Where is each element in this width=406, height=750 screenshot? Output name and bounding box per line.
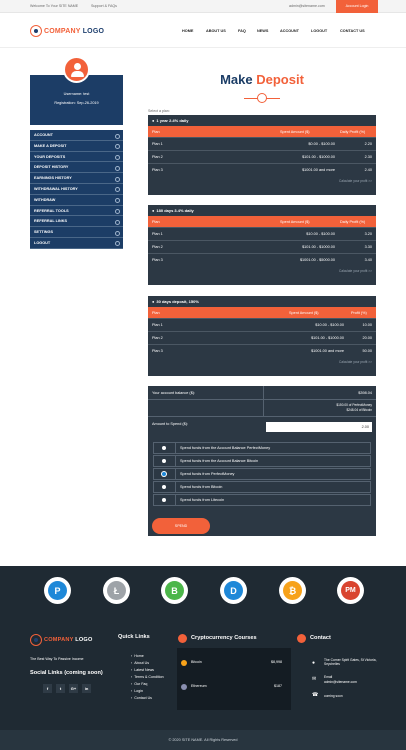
social-title: Social Links (coming soon) bbox=[30, 670, 103, 676]
option-balance-perfectmoney[interactable]: Spend funds from the Account Balance PerfectMoney bbox=[153, 442, 371, 454]
crypto-courses-icon bbox=[178, 634, 187, 643]
company-logo[interactable]: COMPANY LOGO bbox=[30, 25, 104, 37]
spend-button[interactable]: SPEND bbox=[152, 518, 210, 534]
quick-link-news[interactable]: › Latest News bbox=[131, 668, 154, 672]
table-row: Plan 2 $101.00 - $1000.00 3.30 bbox=[148, 240, 376, 253]
bitcoin-cash-icon: B bbox=[161, 577, 188, 604]
account-menu bbox=[30, 130, 123, 249]
menu-your-deposits[interactable]: YOUR DEPOSITS bbox=[30, 152, 123, 163]
plan-card-1 bbox=[148, 115, 376, 195]
option-bitcoin[interactable]: Spend funds from Bitcoin bbox=[153, 481, 371, 493]
menu-make-deposit[interactable]: MAKE A DEPOSIT bbox=[30, 141, 123, 152]
contact-email-label: Email bbox=[324, 675, 333, 679]
plan-card-3 bbox=[148, 296, 376, 376]
linkedin-icon[interactable]: in bbox=[82, 684, 91, 693]
plan-title[interactable]: ● 1 year 2.4% daily bbox=[148, 115, 376, 126]
footer-logo[interactable]: COMPANY LOGO bbox=[30, 634, 93, 646]
bitcoin-icon: ₿ bbox=[279, 577, 306, 604]
nav-news[interactable]: NEWS bbox=[257, 29, 269, 33]
calculate-profit-link[interactable]: Calculate your profit >> bbox=[339, 360, 372, 364]
contact-address: The Corner Spirit Gates, St Victoria, Seychelles bbox=[324, 658, 377, 666]
table-row: Plan 2 $101.00 - $1000.00 20.00 bbox=[148, 331, 376, 344]
option-balance-bitcoin[interactable]: Spend funds from the Account Balance Bitcoin bbox=[153, 455, 371, 467]
menu-logout[interactable]: LOGOUT bbox=[30, 238, 123, 249]
email-icon: ✉ bbox=[312, 676, 317, 682]
quick-link-terms[interactable]: › Terms & Condition bbox=[131, 675, 164, 679]
nav-logout[interactable]: LOGOUT bbox=[311, 29, 328, 33]
quick-link-contact[interactable]: › Contact Us bbox=[131, 696, 152, 700]
litecoin-icon: Ł bbox=[103, 577, 130, 604]
menu-withdraw[interactable]: WITHDRAW bbox=[30, 195, 123, 206]
balance-label: Your account balance ($): bbox=[152, 391, 196, 395]
balance-value: $398.04 bbox=[358, 391, 372, 395]
plan-title[interactable]: ● 180 days 3.4% daily bbox=[148, 205, 376, 216]
calculate-profit-link[interactable]: Calculate your profit >> bbox=[339, 269, 372, 273]
contact-email[interactable]: admin@sitename.com bbox=[324, 680, 357, 684]
menu-settings[interactable]: SETTINGS bbox=[30, 227, 123, 238]
top-bar bbox=[0, 0, 406, 13]
page-title: Make Deposit bbox=[220, 72, 304, 87]
bitcoin-icon bbox=[181, 660, 187, 666]
facebook-icon[interactable]: f bbox=[43, 684, 52, 693]
calculate-profit-link[interactable]: Calculate your profit >> bbox=[339, 179, 372, 183]
quick-links-title: Quick Links bbox=[118, 634, 150, 640]
table-row: Plan 1 $10.00 - $100.00 3.20 bbox=[148, 227, 376, 240]
google-plus-icon[interactable]: G+ bbox=[70, 686, 77, 691]
balance-perfectmoney: $150.00 of PerfectMoney bbox=[336, 403, 372, 407]
footer-tagline: The Best Way To Passive Income bbox=[30, 657, 84, 661]
plan-title[interactable]: ● 30 days deposit, 150% bbox=[148, 296, 376, 307]
location-icon: ● bbox=[312, 660, 316, 666]
table-row: Plan 2 $101.00 - $1000.00 2.30 bbox=[148, 150, 376, 163]
plan-header: Plan Spent Amount ($) Daily Profit (%) bbox=[148, 216, 376, 227]
top-email: admin@sitename.com bbox=[289, 4, 325, 8]
menu-referral-tools[interactable]: REFERRAL TOOLS bbox=[30, 206, 123, 217]
title-ornament-icon bbox=[257, 93, 267, 103]
menu-deposit-history[interactable]: DEPOSIT HISTORY bbox=[30, 162, 123, 173]
phone-icon: ☎ bbox=[312, 692, 319, 698]
nav-home[interactable]: HOME bbox=[182, 29, 194, 33]
plan-header: Plan Spent Amount ($) Profit (%) bbox=[148, 307, 376, 318]
perfectmoney-icon: P bbox=[44, 577, 71, 604]
nav-about[interactable]: ABOUT US bbox=[206, 29, 226, 33]
option-litecoin[interactable]: Spend funds from Litecoin bbox=[153, 494, 371, 506]
quick-link-about[interactable]: › About Us bbox=[131, 661, 149, 665]
menu-account[interactable]: ACCOUNT bbox=[30, 130, 123, 141]
nav-account[interactable]: ACCOUNT bbox=[280, 29, 299, 33]
quick-link-faq[interactable]: › Our Faq bbox=[131, 682, 147, 686]
user-avatar-icon bbox=[63, 56, 90, 83]
contact-title: Contact bbox=[310, 635, 331, 641]
plan-card-2 bbox=[148, 205, 376, 285]
dash-icon: D bbox=[220, 577, 247, 604]
copyright: © 2020 SITE NAME. All Rights Reserved bbox=[0, 730, 406, 750]
quick-link-home[interactable]: › Home bbox=[131, 654, 144, 658]
logo-icon bbox=[30, 25, 42, 37]
nav-contact[interactable]: CONTACT US bbox=[340, 29, 365, 33]
crypto-ticker: Bitcoin $8,998 Ethereum $187 bbox=[177, 648, 291, 710]
option-perfectmoney[interactable]: Spend funds from PerfectMoney bbox=[153, 468, 371, 480]
support-link[interactable]: Support & FAQs bbox=[91, 4, 117, 8]
quick-link-login[interactable]: › Login bbox=[131, 689, 143, 693]
table-row: Plan 1 $10.00 - $100.00 10.00 bbox=[148, 318, 376, 331]
username: Username: test bbox=[63, 92, 90, 96]
select-plan-label: Select a plan: bbox=[148, 109, 170, 113]
amount-input[interactable] bbox=[266, 422, 372, 432]
registration-date: Registration: Sep-26-2019 bbox=[54, 101, 99, 105]
payeer-icon: PM bbox=[337, 577, 364, 604]
ethereum-icon bbox=[181, 684, 187, 690]
profile-card bbox=[30, 75, 123, 125]
balance-panel bbox=[148, 386, 376, 536]
nav-faq[interactable]: FAQ bbox=[238, 29, 246, 33]
plan-header: Plan Spent Amount ($) Daily Profit (%) bbox=[148, 126, 376, 137]
contact-icon bbox=[297, 634, 306, 643]
table-row: Plan 3 $1001.00 and more 2.40 bbox=[148, 163, 376, 176]
contact-phone: coming soon bbox=[324, 694, 343, 698]
menu-withdrawal-history[interactable]: WITHDRAWAL HISTORY bbox=[30, 184, 123, 195]
table-row: Plan 1 $0.00 - $100.00 2.20 bbox=[148, 137, 376, 150]
menu-referral-links[interactable]: REFERRAL LINKS bbox=[30, 216, 123, 227]
crypto-courses-title: Cryptocurrency Courses bbox=[191, 635, 257, 641]
twitter-icon[interactable]: t bbox=[56, 684, 65, 693]
welcome-text: Welcome To Your SITE NAME bbox=[30, 4, 79, 8]
table-row: Plan 3 $1001.00 and more 50.00 bbox=[148, 344, 376, 357]
table-row: Plan 3 $1001.00 - $5000.00 3.40 bbox=[148, 253, 376, 266]
balance-bitcoin: $248.04 of Bitcoin bbox=[346, 408, 372, 412]
account-login-button[interactable]: Account Login bbox=[336, 0, 378, 13]
amount-label: Amount to Spend ($): bbox=[152, 422, 189, 426]
menu-earnings-history[interactable]: EARNINGS HISTORY bbox=[30, 173, 123, 184]
